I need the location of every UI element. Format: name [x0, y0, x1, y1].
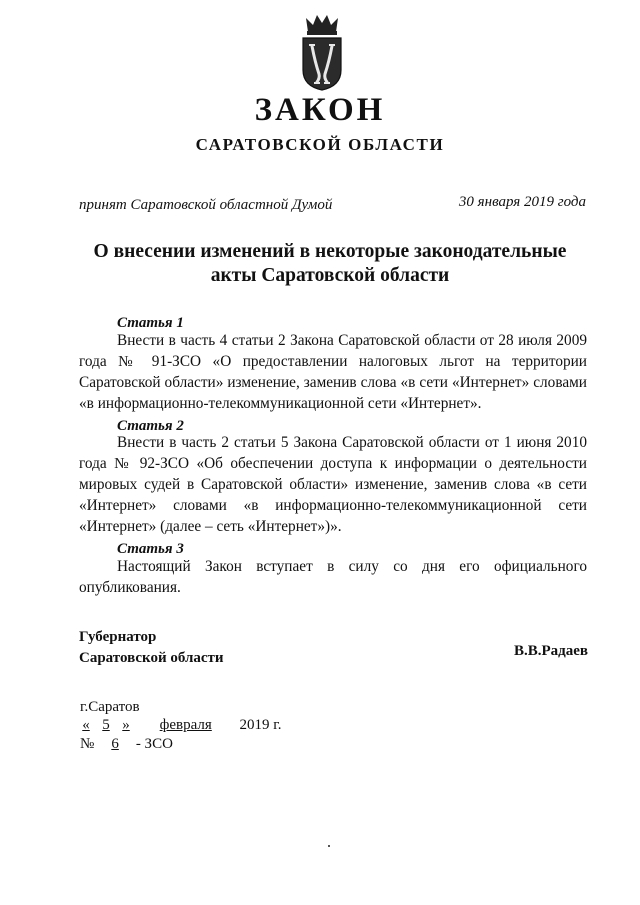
article-3-heading: Статья 3	[117, 541, 184, 557]
date-close-quote: »	[122, 717, 130, 733]
date-open-quote: «	[82, 717, 90, 733]
number-prefix: №	[80, 736, 95, 752]
article-1-text: Внести в часть 4 статьи 2 Закона Саратовской области от 28 июля 2009 года № 91-ЗСО «О предоставлении налоговых льгот на территории Саратовской области» изменение, заменив слова «в сети «Интернет» словами «в информационно-телекоммуникационной сети «Интернет».	[79, 332, 587, 412]
law-title: ЗАКОН	[254, 92, 386, 128]
coat-of-arms-icon	[298, 12, 346, 92]
signing-date	[80, 716, 281, 735]
place-of-signing: г.Саратов	[80, 699, 140, 715]
signatory-position-line-1: Губернатор	[79, 629, 157, 645]
article-3-text: Настоящий Закон вступает в силу со дня его официального опубликования.	[79, 558, 587, 596]
date-day: 5	[102, 717, 110, 733]
adopted-by: принят Саратовской областной Думой	[79, 197, 333, 213]
document-title: О внесении изменений в некоторые законодательные акты Саратовской области	[93, 241, 567, 286]
signatory-position-line-2: Саратовской области	[79, 650, 224, 666]
adoption-date: 30 января 2019 года	[458, 194, 586, 210]
date-month: февраля	[159, 717, 212, 733]
region-subtitle: САРАТОВСКОЙ ОБЛАСТИ	[195, 135, 445, 154]
number-suffix: - ЗСО	[135, 736, 173, 752]
article-2-text: Внести в часть 2 статьи 5 Закона Саратовской области от 1 июня 2010 года № 92-ЗСО «Об обеспечении доступа к информации о деятельности мировых судей в Саратовской области» изменение, заменив слова «в сети «Интернет» словами «в информационно-телекоммуникационной сети «Интернет» (далее – сеть «Интернет»)».	[79, 434, 587, 535]
scan-speck	[328, 845, 330, 847]
signatory-name: В.В.Радаев	[513, 643, 588, 659]
signatory-position	[79, 627, 224, 669]
article-2-heading: Статья 2	[117, 418, 184, 434]
number-value: 6	[111, 736, 119, 752]
article-1-heading: Статья 1	[117, 315, 184, 331]
law-number	[80, 735, 173, 754]
date-year: 2019 г.	[239, 717, 282, 733]
